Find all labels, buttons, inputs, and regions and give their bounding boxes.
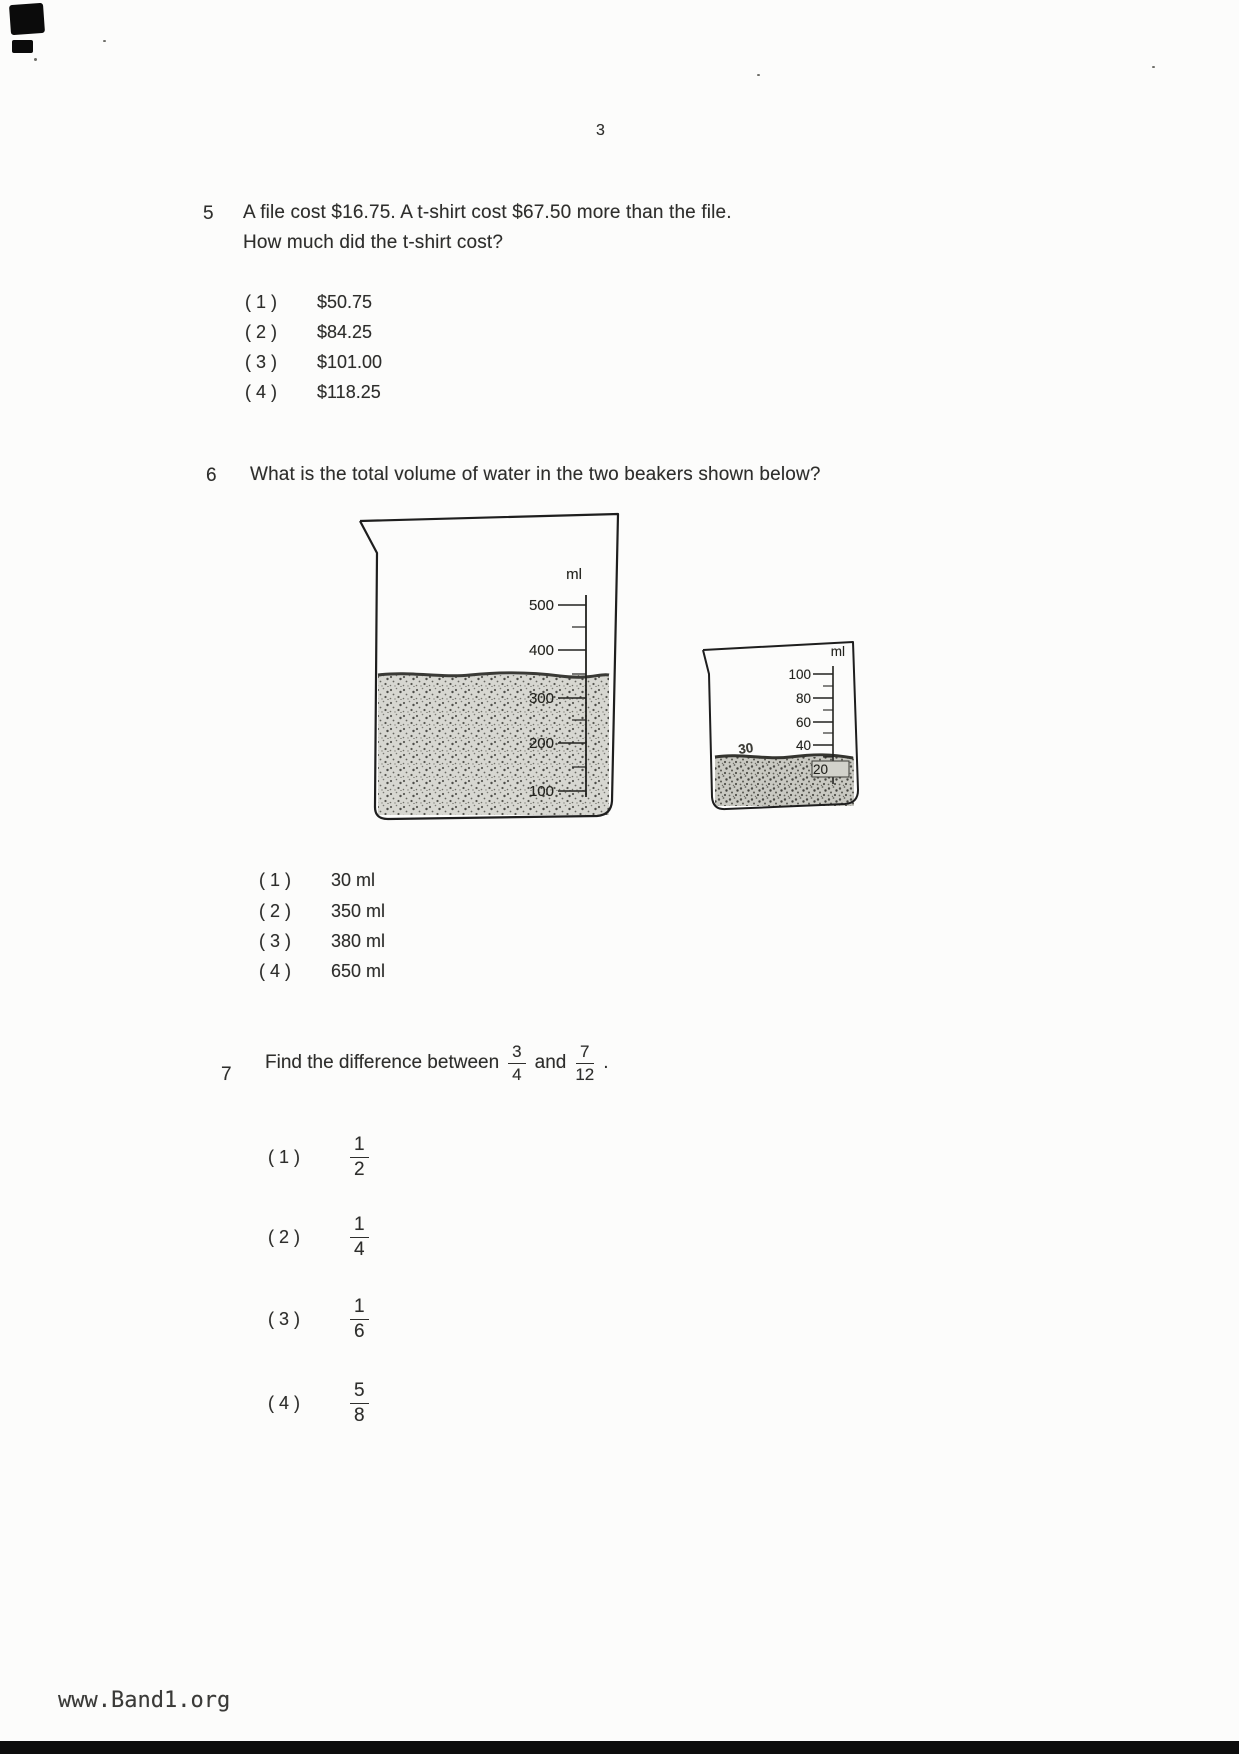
scan-artifact-blob <box>12 40 33 53</box>
option-label: ( 4 ) <box>268 1392 301 1413</box>
option-label: ( 4 ) <box>259 961 292 981</box>
fraction-denominator: 2 <box>354 1158 365 1180</box>
option-value: 650 ml <box>331 961 386 981</box>
fraction-denominator: 12 <box>575 1064 595 1084</box>
q5-option-4 <box>245 382 381 403</box>
option-value: 380 ml <box>331 931 386 951</box>
q6-number: 6 <box>206 465 217 486</box>
option-value: $118.25 <box>317 382 381 402</box>
option-label: ( 1 ) <box>259 870 292 890</box>
q6-text: What is the total volume of water in the two beakers shown below? <box>250 464 821 485</box>
option-label: ( 4 ) <box>245 382 278 402</box>
option-value: $50.75 <box>317 292 373 312</box>
q6-option-4 <box>259 961 385 982</box>
q7-stem <box>265 1042 609 1084</box>
q7-text: Find the difference between <box>265 1052 500 1074</box>
large-beaker-water <box>378 673 609 815</box>
option-value: $84.25 <box>317 322 373 342</box>
q6-option-1 <box>259 870 375 891</box>
small-beaker-tick-60: 60 <box>795 715 811 730</box>
option-label: ( 3 ) <box>259 931 292 951</box>
q5-option-3 <box>245 352 382 373</box>
q7-period: . <box>603 1052 609 1074</box>
fraction-numerator: 1 <box>350 1214 369 1238</box>
scan-artifact-dot <box>103 40 106 42</box>
q7-option-3 <box>268 1296 369 1343</box>
q5-option-2 <box>245 322 372 343</box>
option-label: ( 3 ) <box>245 352 278 372</box>
q7-option-4 <box>268 1380 369 1427</box>
scan-artifact-blob <box>9 3 45 35</box>
q5-text-line2: How much did the t-shirt cost? <box>243 232 504 253</box>
large-beaker-tick-100: 100 <box>528 783 554 800</box>
option-label: ( 2 ) <box>259 901 292 921</box>
option-fraction <box>350 1134 369 1181</box>
option-label: ( 1 ) <box>268 1146 301 1167</box>
q7-option-2 <box>268 1214 369 1261</box>
large-beaker-tick-200: 200 <box>528 735 554 752</box>
q5-option-1 <box>245 292 372 313</box>
fraction-numerator: 5 <box>350 1380 369 1404</box>
q7-fraction-1 <box>508 1042 525 1084</box>
option-fraction <box>350 1214 369 1261</box>
footer-watermark: www.Band1.org <box>58 1688 231 1713</box>
option-fraction <box>350 1380 369 1427</box>
small-beaker-figure <box>695 632 873 818</box>
option-label: ( 3 ) <box>268 1308 301 1329</box>
large-beaker-figure <box>350 505 640 835</box>
fraction-numerator: 3 <box>508 1042 525 1064</box>
option-value: 30 ml <box>331 870 376 890</box>
fraction-numerator: 1 <box>350 1134 369 1158</box>
option-label: ( 2 ) <box>268 1226 301 1247</box>
q6-option-3 <box>259 931 385 952</box>
scan-artifact-dot <box>34 58 37 61</box>
q7-option-1 <box>268 1134 369 1181</box>
option-value: $101.00 <box>317 352 383 372</box>
page-number: 3 <box>596 122 605 139</box>
option-label: ( 2 ) <box>245 322 278 342</box>
q6-option-2 <box>259 901 385 922</box>
small-beaker-level-annotation: 30 <box>737 740 755 757</box>
fraction-denominator: 8 <box>354 1404 365 1426</box>
q7-fraction-2 <box>575 1042 594 1084</box>
q5-text-line1: A file cost $16.75. A t-shirt cost $67.50 more than the file. <box>243 202 732 223</box>
fraction-numerator: 1 <box>350 1296 369 1320</box>
option-value: 350 ml <box>331 901 386 921</box>
scan-artifact-dot <box>757 74 760 76</box>
option-label: ( 1 ) <box>245 292 278 312</box>
small-beaker-tick-80: 80 <box>795 691 811 706</box>
fraction-denominator: 4 <box>512 1064 522 1084</box>
q5-number: 5 <box>203 203 214 224</box>
large-beaker-unit-label: ml <box>566 566 582 583</box>
q7-number: 7 <box>221 1064 232 1085</box>
option-fraction <box>350 1296 369 1343</box>
small-beaker-tick-100: 100 <box>788 667 811 682</box>
fraction-denominator: 4 <box>354 1238 365 1260</box>
scan-edge-bar <box>0 1741 1239 1754</box>
small-beaker-tick-20: 20 <box>812 762 828 777</box>
large-beaker-tick-500: 500 <box>528 597 554 614</box>
scan-artifact-dot <box>1152 66 1155 68</box>
small-beaker-unit-label: ml <box>830 644 845 659</box>
large-beaker-tick-300: 300 <box>528 690 554 707</box>
fraction-numerator: 7 <box>576 1042 593 1064</box>
small-beaker-tick-40: 40 <box>795 738 811 753</box>
fraction-denominator: 6 <box>354 1320 365 1342</box>
large-beaker-tick-400: 400 <box>528 642 554 659</box>
q7-conjunction: and <box>534 1052 567 1074</box>
